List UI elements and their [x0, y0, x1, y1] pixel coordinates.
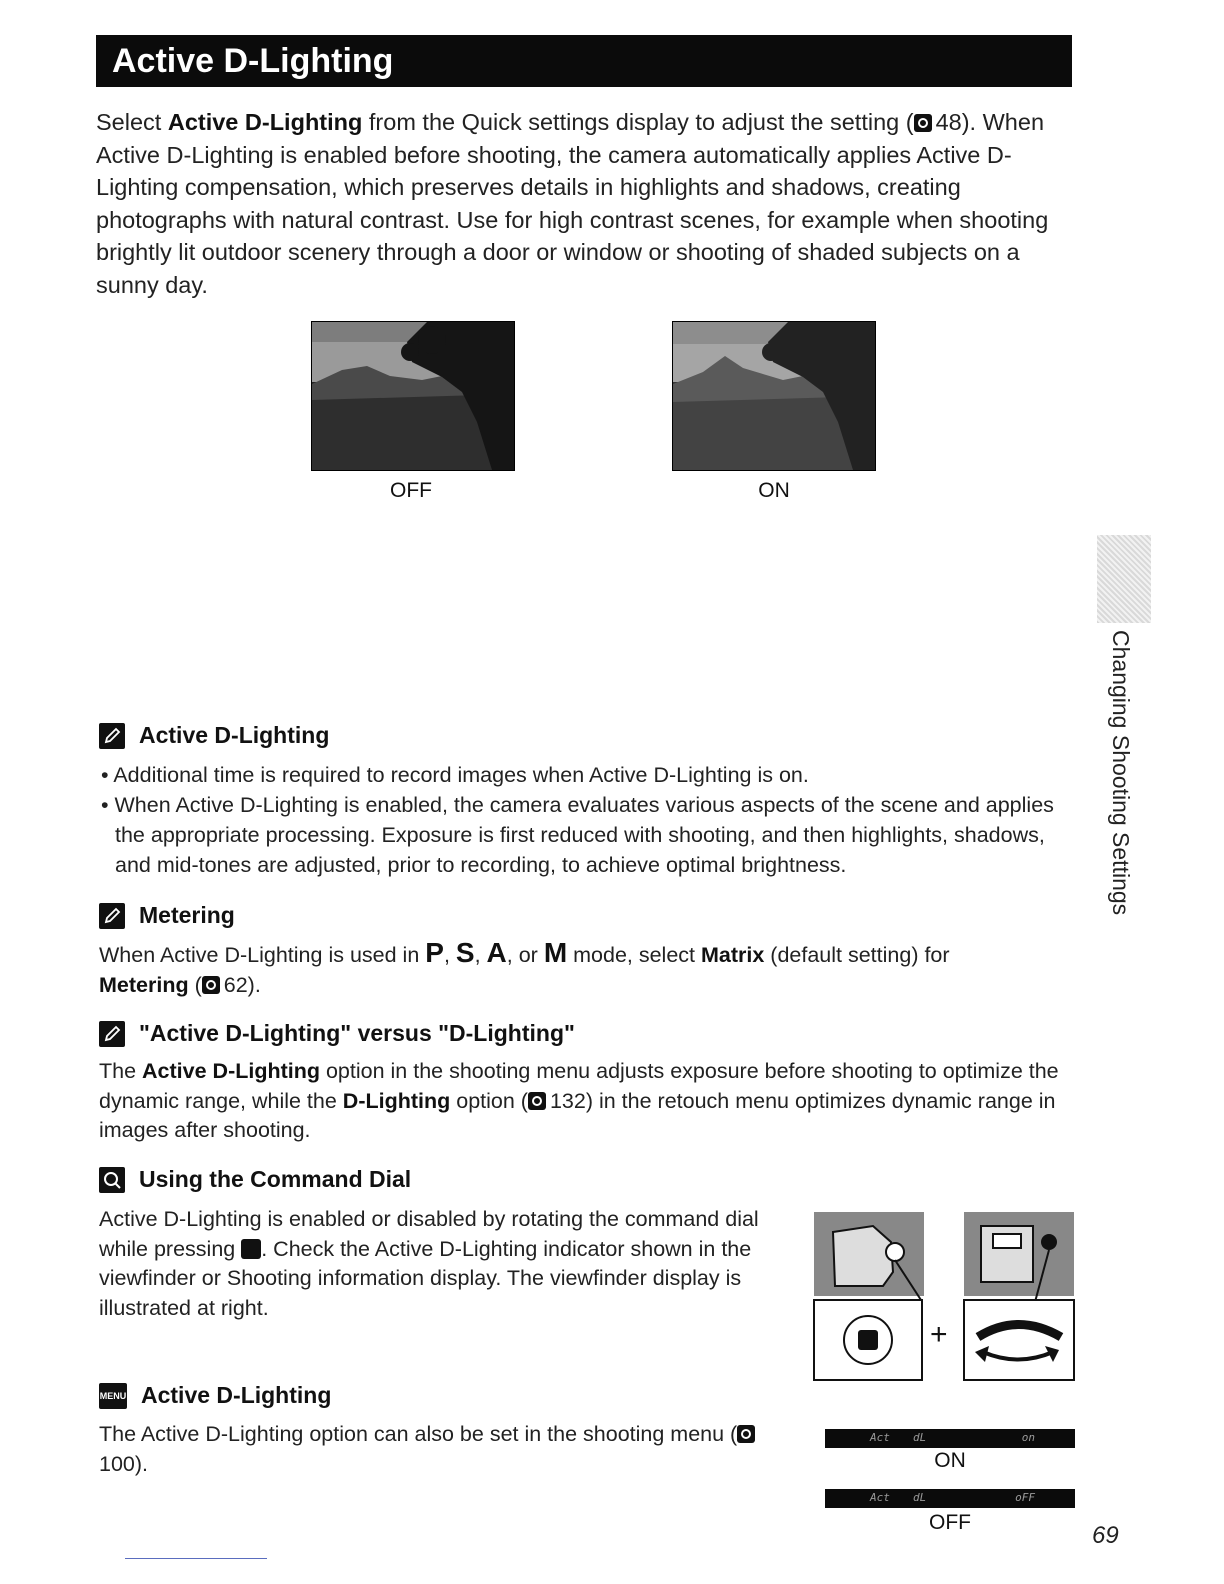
viewfinder-display-on: Act dL on [825, 1429, 1075, 1448]
list-item: • When Active D-Lighting is enabled, the camera evaluates various aspects of the scene and applies the appropriate processing. Exposure is first reduced with shooting, and then highlights, shadows, and mid-tones are adjusted, prior to recording, to achieve optimal brightness. [101, 790, 1081, 880]
note-pencil-icon [99, 1021, 125, 1047]
camera-tip-icon [99, 1167, 125, 1193]
menu-icon: MENU [99, 1383, 127, 1409]
adl-button-icon [241, 1239, 261, 1259]
versus-text: The Active D-Lighting option in the shooting menu adjusts exposure before shooting to optimize the dynamic range, while the D-Lighting option ( 132) in the retouch menu optimizes dynamic range in images after shooting. [99, 1059, 1059, 1142]
viewfinder-display-off: Act dL oFF [825, 1489, 1075, 1508]
page-reference-icon [528, 1092, 546, 1110]
example-photo-off [311, 321, 515, 471]
menu-text: The Active D-Lighting option can also be set in the shooting menu (100). [99, 1420, 779, 1479]
intro-paragraph: Select Active D-Lighting from the Quick settings display to adjust the setting ( 48). When Active D-Lighting is enabled before shooting, the camera automatically applies Active D-Lighting compensation, which preserves details in highlights and shadows, creating photographs with natural contrast. Use for high contrast scenes, for example when shooting brightly lit outdoor scenery through a door or window or shooting of shaded subjects on a sunny day. [96, 109, 1049, 298]
note-heading-versus: "Active D-Lighting" versus "D-Lighting" [99, 1020, 575, 1047]
photo-on-caption: ON [758, 479, 790, 502]
command-dial-diagram [813, 1212, 1075, 1382]
footer-rule [125, 1558, 267, 1559]
plus-sign: + [930, 1318, 948, 1351]
viewfinder-on-caption: ON [934, 1449, 966, 1472]
note-bullet-list [101, 760, 1081, 880]
chapter-tab-marker [1097, 535, 1151, 623]
metering-text: When Active D-Lighting is used in P, S, A, or M mode, select Matrix (default setting) for Metering ( 62). [99, 937, 950, 997]
page-reference-icon [737, 1425, 755, 1443]
chapter-side-label: Changing Shooting Settings [1108, 630, 1134, 916]
page-title: Active D-Lighting [96, 35, 1072, 87]
photo-off-caption: OFF [390, 479, 432, 502]
command-dial-text: Active D-Lighting is enabled or disabled by rotating the command dial while pressing . Check the Active D-Lighting indicator shown in the viewfinder or Shooting information display. The viewfinder display is illustrated at right. [99, 1207, 759, 1320]
note-pencil-icon [99, 723, 125, 749]
page-reference-icon [202, 976, 220, 994]
viewfinder-off-caption: OFF [929, 1511, 971, 1534]
note-heading-active-d-lighting: Active D-Lighting [99, 722, 329, 749]
note-heading-command-dial: Using the Command Dial [99, 1166, 411, 1193]
example-photo-on [672, 321, 876, 471]
page-number: 69 [1092, 1522, 1119, 1549]
list-item: • Additional time is required to record images when Active D-Lighting is on. [101, 760, 1081, 790]
page-reference-icon [914, 114, 932, 132]
note-heading-metering: Metering [99, 902, 235, 929]
note-heading-menu: MENU Active D-Lighting [99, 1382, 332, 1408]
note-pencil-icon [99, 903, 125, 929]
